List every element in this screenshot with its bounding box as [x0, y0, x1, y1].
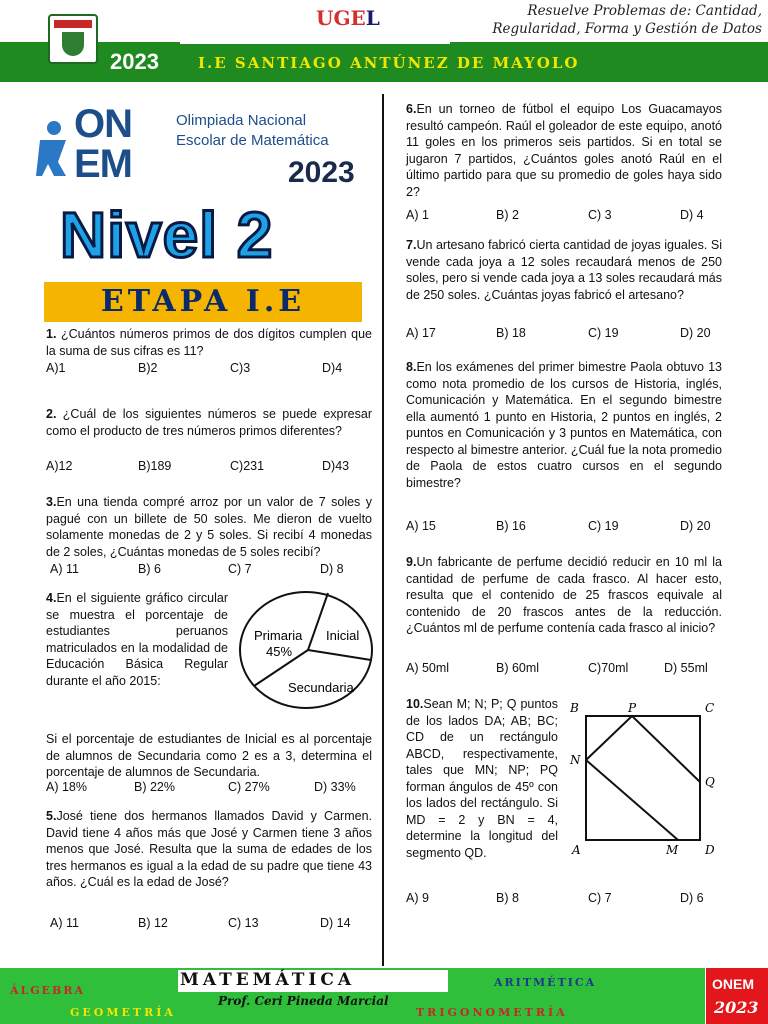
option-c: C) 27%	[228, 780, 270, 794]
option-b: B) 12	[138, 916, 168, 930]
onem-on: ON	[74, 102, 132, 146]
option-b: B) 22%	[134, 780, 175, 794]
onem-line-2: Escolar de Matemática	[176, 132, 329, 149]
label-p: P	[628, 701, 637, 715]
footer-trigonometria: TRIGONOMETRÍA	[416, 1006, 568, 1019]
question-text: En un torneo de fútbol el equipo Los Guacamayos resultó campeón. Raúl el goleador de este equipo, anotó 11 goles en los primeros seis partidos. Si en total se jugaron 7 partidos, ¿Cuántos goles anotó Raúl en el último partido para que su promedio de goles haya sido 2?	[406, 102, 722, 199]
ugel-logo	[316, 6, 380, 30]
question-text: ¿Cuántos números primos de dos dígitos cumplen que la suma de sus cifras es 11?	[46, 327, 372, 358]
option-a: A) 18%	[46, 780, 87, 794]
question-text: ¿Cuál de los siguientes números se puede expresar como el producto de tres números primos diferentes?	[46, 407, 372, 438]
level-title: Nivel 2	[60, 199, 274, 271]
tagline-line-1: Resuelve Problemas de: Cantidad,	[527, 3, 762, 19]
question-text: Sean M; N; P; Q puntos de los lados DA; AB; BC; CD de un rectángulo ABCD, respectivamente, tales que MN; NP; PQ forman ángulos de 45º con los lados del rectángulo. Si MD = 2 y BN = 4, determine la longitud del segmento QD.	[406, 697, 558, 860]
label-c: C	[705, 701, 715, 715]
header-white-panel	[180, 0, 450, 44]
option-c: C) 19	[588, 519, 619, 533]
option-a: A)12	[46, 459, 73, 473]
option-c: C) 3	[588, 208, 612, 222]
question-7	[406, 237, 722, 303]
option-d: D) 33%	[314, 780, 356, 794]
rectangle-figure	[566, 698, 726, 860]
ugel-logo-text-end: L	[365, 6, 380, 30]
option-a: A) 17	[406, 326, 436, 340]
question-text: Un fabricante de perfume decidió reducir en 10 ml la cantidad de perfume de cada frasco. Al hacer esto, resulta que el contenido de 25 frascos equivale al contenido de 20 frascos antes de la reducción. ¿Cuántos ml de perfume contenía cada frasco al inicio?	[406, 555, 722, 635]
stage-title: ETAPA I.E	[100, 284, 306, 319]
onem-year: 2023	[288, 156, 355, 189]
question-4-statement: Si el porcentaje de estudiantes de Inicial es al porcentaje de alumnos de Secundaria como 2 es a 3, determina el porcentaje de alumnos de Secundaria.	[46, 732, 372, 779]
option-d: D) 14	[320, 916, 351, 930]
question-number: 5.	[46, 809, 57, 823]
question-number: 4.	[46, 591, 57, 605]
question-number: 7.	[406, 238, 417, 252]
label-d: D	[705, 843, 715, 857]
tagline-line-2: Regularidad, Forma y Gestión de Datos	[492, 21, 762, 37]
option-c: C)231	[230, 459, 265, 473]
option-c: C) 7	[588, 891, 612, 905]
footer-profesor: Prof. Ceri Pineda Marcial	[218, 994, 389, 1008]
question-3-options	[50, 562, 372, 578]
option-a: A) 11	[50, 916, 79, 930]
question-5	[46, 808, 372, 891]
question-10	[406, 696, 558, 861]
question-6-options	[406, 208, 722, 224]
header-tagline	[432, 2, 762, 38]
question-2-options	[46, 459, 372, 475]
pie-label-primaria-pct: 45%	[266, 644, 293, 659]
option-d: D) 4	[680, 208, 704, 222]
onem-em: EM	[74, 142, 132, 186]
option-d: D)43	[322, 459, 350, 473]
option-a: A) 50ml	[406, 661, 450, 675]
footer-algebra: ÁLGEBRA	[10, 984, 86, 997]
pie-label-inicial: Inicial	[326, 628, 360, 643]
rectangle-abcd	[586, 716, 700, 840]
label-m: M	[666, 843, 679, 857]
label-n: N	[570, 753, 581, 767]
question-8	[406, 359, 722, 491]
question-3	[46, 494, 372, 560]
school-logo	[48, 14, 98, 64]
question-1-options	[46, 361, 372, 377]
pie-chart	[236, 588, 376, 714]
option-c: C)70ml	[588, 661, 629, 675]
option-b: B) 2	[496, 208, 519, 222]
question-text: En los exámenes del primer bimestre Paola obtuvo 13 como nota promedio de los cursos de Historia, inglés, Comunicación y Matemática. En el segundo bimestre ella aumentó 1 punto en Historia, 2 puntos en inglés, 2 puntos en Comunicación y 3 puntos en Matemática, con respecto al bimestre anterior. ¿Cuál fue la nota promedio de Paola de estos cuatro cursos en el segundo bimestre?	[406, 360, 722, 490]
option-d: D) 8	[320, 562, 344, 576]
onem-logo	[36, 104, 376, 194]
question-2	[46, 406, 372, 439]
option-d: D) 6	[680, 891, 704, 905]
question-number: 8.	[406, 360, 417, 374]
footer-matematica: MATEMÁTICA	[180, 970, 356, 990]
school-name: I.E SANTIAGO ANTÚNEZ DE MAYOLO	[198, 54, 580, 72]
option-c: C)3	[230, 361, 251, 375]
option-b: B)189	[138, 459, 172, 473]
option-c: C) 7	[228, 562, 252, 576]
label-a: A	[572, 843, 581, 857]
onem-line-1: Olimpiada Nacional	[176, 112, 307, 129]
footer-year: 2023	[714, 998, 759, 1017]
page-footer	[0, 968, 768, 1024]
option-d: D) 55ml	[664, 661, 708, 675]
label-q: Q	[705, 775, 715, 789]
question-number: 9.	[406, 555, 417, 569]
pie-label-secundaria: Secundaria	[288, 680, 354, 695]
pie-label-primaria: Primaria	[254, 628, 303, 643]
question-9-options	[406, 661, 722, 677]
question-4	[46, 590, 228, 689]
question-7-options	[406, 326, 722, 342]
option-b: B) 60ml	[496, 661, 540, 675]
question-1	[46, 326, 372, 359]
question-number: 3.	[46, 495, 57, 509]
option-b: B) 8	[496, 891, 519, 905]
question-5-options	[50, 916, 372, 932]
question-4-options	[46, 780, 372, 796]
onem-figure-icon	[36, 118, 72, 178]
option-b: B) 16	[496, 519, 526, 533]
option-a: A) 9	[406, 891, 429, 905]
footer-onem: ONEM	[712, 976, 754, 992]
option-c: C) 13	[228, 916, 259, 930]
option-a: A)1	[46, 361, 66, 375]
question-6	[406, 101, 722, 200]
question-9	[406, 554, 722, 637]
option-a: A) 15	[406, 519, 436, 533]
question-text: Un artesano fabricó cierta cantidad de joyas iguales. Si vende cada joya a 12 soles recaudará menos de 250 soles, pero si vende cada joya a 13 soles recaudará más de 250 soles. ¿Cuántas joyas fabricó el artesano?	[406, 238, 722, 302]
label-b: B	[570, 701, 579, 715]
page-header	[0, 0, 768, 82]
question-number: 6.	[406, 102, 417, 116]
option-a: A) 11	[50, 562, 79, 576]
option-c: C) 19	[588, 326, 619, 340]
option-b: B) 6	[138, 562, 161, 576]
question-number: 2.	[46, 407, 57, 421]
question-text: En el siguiente gráfico circular se muestra el porcentaje de estudiantes peruanos matriculados en la modalidad de Educación Básica Regular durante el año 2015:	[46, 591, 228, 688]
column-divider	[382, 94, 384, 966]
question-number: 10.	[406, 697, 424, 711]
question-text: En una tienda compré arroz por un valor de 7 soles y pagué con un billete de 50 soles. Me dieron de vuelto solamente monedas de 2 y 5 soles. Si recibí 4 monedas de 2 soles, ¿Cuántas monedas de 5 soles recibí?	[46, 495, 372, 559]
option-b: B) 18	[496, 326, 526, 340]
header-year: 2023	[110, 49, 159, 74]
question-number: 1.	[46, 327, 57, 341]
question-8-options	[406, 519, 722, 535]
question-text: José tiene dos hermanos llamados David y Carmen. David tiene 4 años más que José y Carmen tiene 3 años menos que José. Resulta que la suma de edades de los tres hermanos es igual a la edad de su padre que tiene 43 años. ¿Cuál es la edad de José?	[46, 809, 372, 889]
option-a: A) 1	[406, 208, 429, 222]
option-d: D)4	[322, 361, 343, 375]
footer-aritmetica: ARITMÉTICA	[494, 976, 597, 989]
question-10-options	[406, 891, 722, 907]
ugel-logo-text: UGE	[316, 6, 366, 30]
option-d: D) 20	[680, 326, 711, 340]
footer-geometria: GEOMETRÍA	[70, 1006, 176, 1019]
option-d: D) 20	[680, 519, 711, 533]
option-b: B)2	[138, 361, 158, 375]
